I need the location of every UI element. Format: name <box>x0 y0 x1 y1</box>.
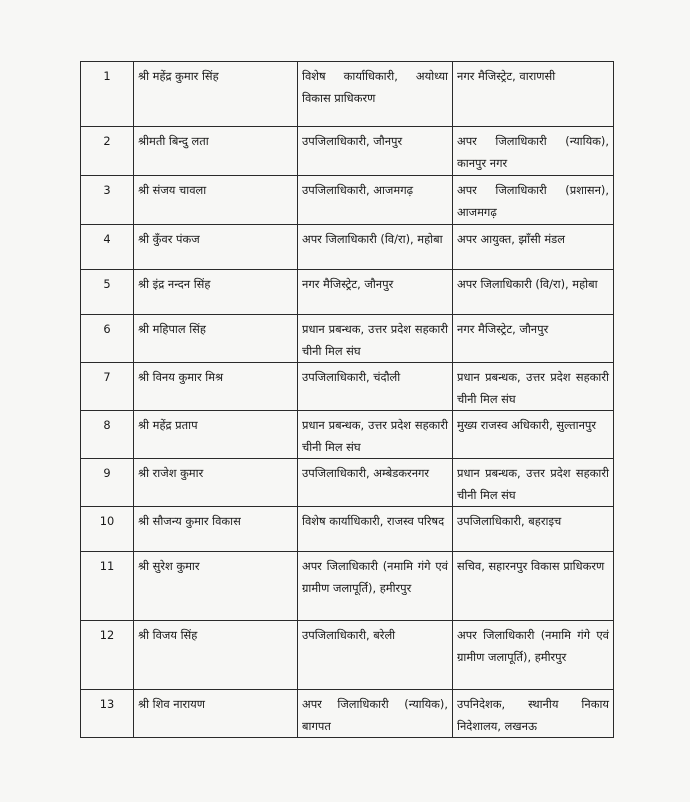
new-post-cell: अपर जिलाधिकारी (प्रशासन), आजमगढ़ <box>453 176 614 225</box>
current-post-cell: अपर जिलाधिकारी (नमामि गंगे एवं ग्रामीण जलापूर्ति), हमीरपुर <box>298 552 453 621</box>
table-row <box>81 411 614 459</box>
table-row <box>81 552 614 621</box>
current-post-cell: उपजिलाधिकारी, बरेली <box>298 621 453 690</box>
current-post-cell: उपजिलाधिकारी, आजमगढ़ <box>298 176 453 225</box>
officer-name-cell: श्री सौजन्य कुमार विकास <box>134 507 298 552</box>
new-post-cell: मुख्य राजस्व अधिकारी, सुल्तानपुर <box>453 411 614 459</box>
table-row <box>81 270 614 315</box>
new-post-cell: नगर मैजिस्ट्रेट, जौनपुर <box>453 315 614 363</box>
current-post-cell: उपजिलाधिकारी, अम्बेडकरनगर <box>298 459 453 507</box>
officer-name-cell: श्री राजेश कुमार <box>134 459 298 507</box>
current-post-cell: अपर जिलाधिकारी (न्यायिक), बागपत <box>298 690 453 738</box>
current-post-cell: प्रधान प्रबन्धक, उत्तर प्रदेश सहकारी चीनी मिल संघ <box>298 315 453 363</box>
serial-number-cell: 9 <box>81 459 134 507</box>
table-row <box>81 621 614 690</box>
serial-number-cell: 13 <box>81 690 134 738</box>
officer-name-cell: श्रीमती बिन्दु लता <box>134 127 298 176</box>
new-post-cell: अपर जिलाधिकारी (न्यायिक), कानपुर नगर <box>453 127 614 176</box>
table-row <box>81 459 614 507</box>
officer-name-cell: श्री कुँवर पंकज <box>134 225 298 270</box>
serial-number-cell: 4 <box>81 225 134 270</box>
transfer-table <box>80 61 614 738</box>
current-post-cell: प्रधान प्रबन्धक, उत्तर प्रदेश सहकारी चीनी मिल संघ <box>298 411 453 459</box>
officer-name-cell: श्री शिव नारायण <box>134 690 298 738</box>
table-row <box>81 62 614 127</box>
new-post-cell: प्रधान प्रबन्धक, उत्तर प्रदेश सहकारी चीनी मिल संघ <box>453 363 614 411</box>
officer-name-cell: श्री महेंद्र कुमार सिंह <box>134 62 298 127</box>
table-row <box>81 176 614 225</box>
current-post-cell: विशेष कार्याधिकारी, राजस्व परिषद <box>298 507 453 552</box>
serial-number-cell: 7 <box>81 363 134 411</box>
serial-number-cell: 10 <box>81 507 134 552</box>
current-post-cell: उपजिलाधिकारी, चंदौली <box>298 363 453 411</box>
officer-name-cell: श्री विनय कुमार मिश्र <box>134 363 298 411</box>
current-post-cell: विशेष कार्याधिकारी, अयोध्या विकास प्राधिकरण <box>298 62 453 127</box>
officer-name-cell: श्री विजय सिंह <box>134 621 298 690</box>
officer-name-cell: श्री सुरेश कुमार <box>134 552 298 621</box>
new-post-cell: अपर जिलाधिकारी (नमामि गंगे एवं ग्रामीण जलापूर्ति), हमीरपुर <box>453 621 614 690</box>
officer-name-cell: श्री महिपाल सिंह <box>134 315 298 363</box>
table-row <box>81 507 614 552</box>
table-row <box>81 690 614 738</box>
serial-number-cell: 1 <box>81 62 134 127</box>
new-post-cell: उपनिदेशक, स्थानीय निकाय निदेशालय, लखनऊ <box>453 690 614 738</box>
officer-name-cell: श्री संजय चावला <box>134 176 298 225</box>
new-post-cell: उपजिलाधिकारी, बहराइच <box>453 507 614 552</box>
serial-number-cell: 12 <box>81 621 134 690</box>
new-post-cell: सचिव, सहारनपुर विकास प्राधिकरण <box>453 552 614 621</box>
table-row <box>81 225 614 270</box>
serial-number-cell: 8 <box>81 411 134 459</box>
new-post-cell: अपर जिलाधिकारी (वि/रा), महोबा <box>453 270 614 315</box>
table-row <box>81 127 614 176</box>
serial-number-cell: 11 <box>81 552 134 621</box>
table-body <box>81 62 614 738</box>
serial-number-cell: 2 <box>81 127 134 176</box>
table-row <box>81 315 614 363</box>
table-row <box>81 363 614 411</box>
serial-number-cell: 3 <box>81 176 134 225</box>
serial-number-cell: 6 <box>81 315 134 363</box>
serial-number-cell: 5 <box>81 270 134 315</box>
new-post-cell: अपर आयुक्त, झाँसी मंडल <box>453 225 614 270</box>
current-post-cell: उपजिलाधिकारी, जौनपुर <box>298 127 453 176</box>
officer-name-cell: श्री इंद्र नन्दन सिंह <box>134 270 298 315</box>
officer-name-cell: श्री महेंद्र प्रताप <box>134 411 298 459</box>
current-post-cell: नगर मैजिस्ट्रेट, जौनपुर <box>298 270 453 315</box>
new-post-cell: नगर मैजिस्ट्रेट, वाराणसी <box>453 62 614 127</box>
current-post-cell: अपर जिलाधिकारी (वि/रा), महोबा <box>298 225 453 270</box>
new-post-cell: प्रधान प्रबन्धक, उत्तर प्रदेश सहकारी चीनी मिल संघ <box>453 459 614 507</box>
